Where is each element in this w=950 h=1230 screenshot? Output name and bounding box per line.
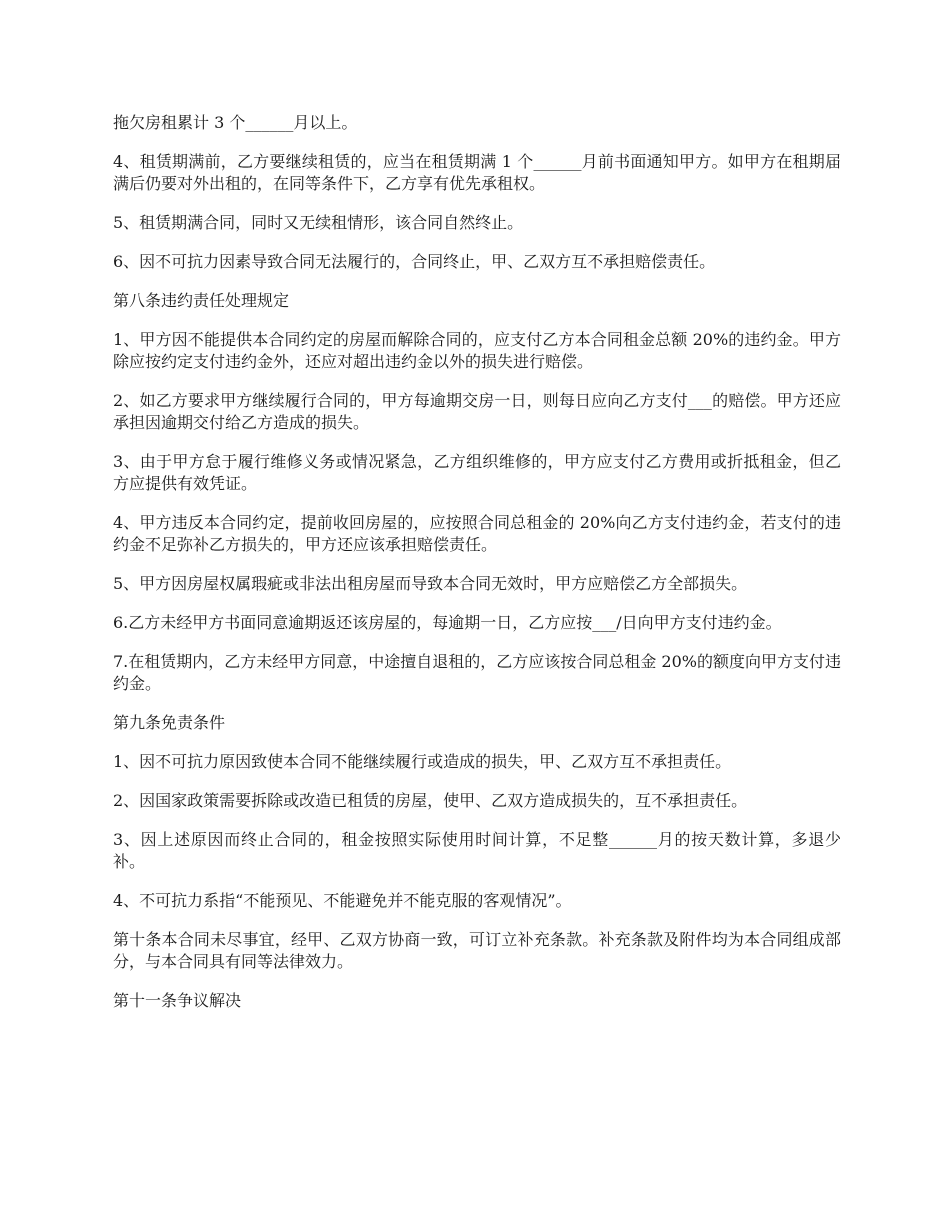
- paragraph-article-8-item-6: 6.乙方未经甲方书面同意逾期返还该房屋的，每逾期一日，乙方应按___/日向甲方支付违约金。: [113, 613, 782, 632]
- paragraph-article-8-item-5: 5、甲方因房屋权属瑕疵或非法出租房屋而导致本合同无效时，甲方应赔偿乙方全部损失。: [113, 574, 748, 593]
- paragraph-rent-arrears: 拖欠房租累计 3 个______月以上。: [113, 113, 358, 132]
- paragraph-article-8-item-4: 4、甲方违反本合同约定，提前收回房屋的，应按照合同总租金的 20%向乙方支付违约金，若支付的违约金不足弥补乙方损失的，甲方还应该承担赔偿责任。: [113, 513, 841, 554]
- paragraph-lease-termination: 5、租赁期满合同，同时又无续租情形，该合同自然终止。: [113, 213, 524, 232]
- paragraph-article-8-item-1: 1、甲方因不能提供本合同约定的房屋而解除合同的，应支付乙方本合同租金总额 20%的违约金。甲方除应按约定支付违约金外，还应对超出违约金以外的损失进行赔偿。: [113, 330, 841, 371]
- document-body: [113, 112, 841, 1029]
- paragraph-article-8-item-3: 3、由于甲方怠于履行维修义务或情况紧急，乙方组织维修的，甲方应支付乙方费用或折抵租金，但乙方应提供有效凭证。: [113, 452, 841, 493]
- paragraph-article-9-item-3: 3、因上述原因而终止合同的，租金按照实际使用时间计算，不足整______月的按天数计算，多退少补。: [113, 830, 841, 871]
- paragraph-article-9-item-1: 1、因不可抗力原因致使本合同不能继续履行或造成的损失，甲、乙双方互不承担责任。: [113, 752, 732, 771]
- paragraph-article-10: 第十条本合同未尽事宜，经甲、乙双方协商一致，可订立补充条款。补充条款及附件均为本合同组成部分，与本合同具有同等法律效力。: [113, 930, 841, 971]
- paragraph-article-9-item-4: 4、不可抗力系指“不能预见、不能避免并不能克服的客观情况”。: [113, 891, 572, 910]
- paragraph-force-majeure-termination: 6、因不可抗力因素导致合同无法履行的，合同终止，甲、乙双方互不承担赔偿责任。: [113, 252, 716, 271]
- section-heading-article-11: 第十一条争议解决: [113, 991, 242, 1010]
- paragraph-renewal-notice: 4、租赁期满前，乙方要继续租赁的，应当在租赁期满 1 个______月前书面通知甲方。如甲方在租期届满后仍要对外出租的，在同等条件下，乙方享有优先承租权。: [113, 152, 841, 193]
- paragraph-article-9-item-2: 2、因国家政策需要拆除或改造已租赁的房屋，使甲、乙双方造成损失的，互不承担责任。: [113, 791, 748, 810]
- section-heading-article-8: 第八条违约责任处理规定: [113, 291, 290, 310]
- paragraph-article-8-item-7: 7.在租赁期内，乙方未经甲方同意，中途擅自退租的，乙方应该按合同总租金 20%的额度向甲方支付违约金。: [113, 652, 841, 693]
- section-heading-article-9: 第九条免责条件: [113, 713, 226, 732]
- paragraph-article-8-item-2: 2、如乙方要求甲方继续履行合同的，甲方每逾期交房一日，则每日应向乙方支付___的赔偿。甲方还应承担因逾期交付给乙方造成的损失。: [113, 391, 841, 432]
